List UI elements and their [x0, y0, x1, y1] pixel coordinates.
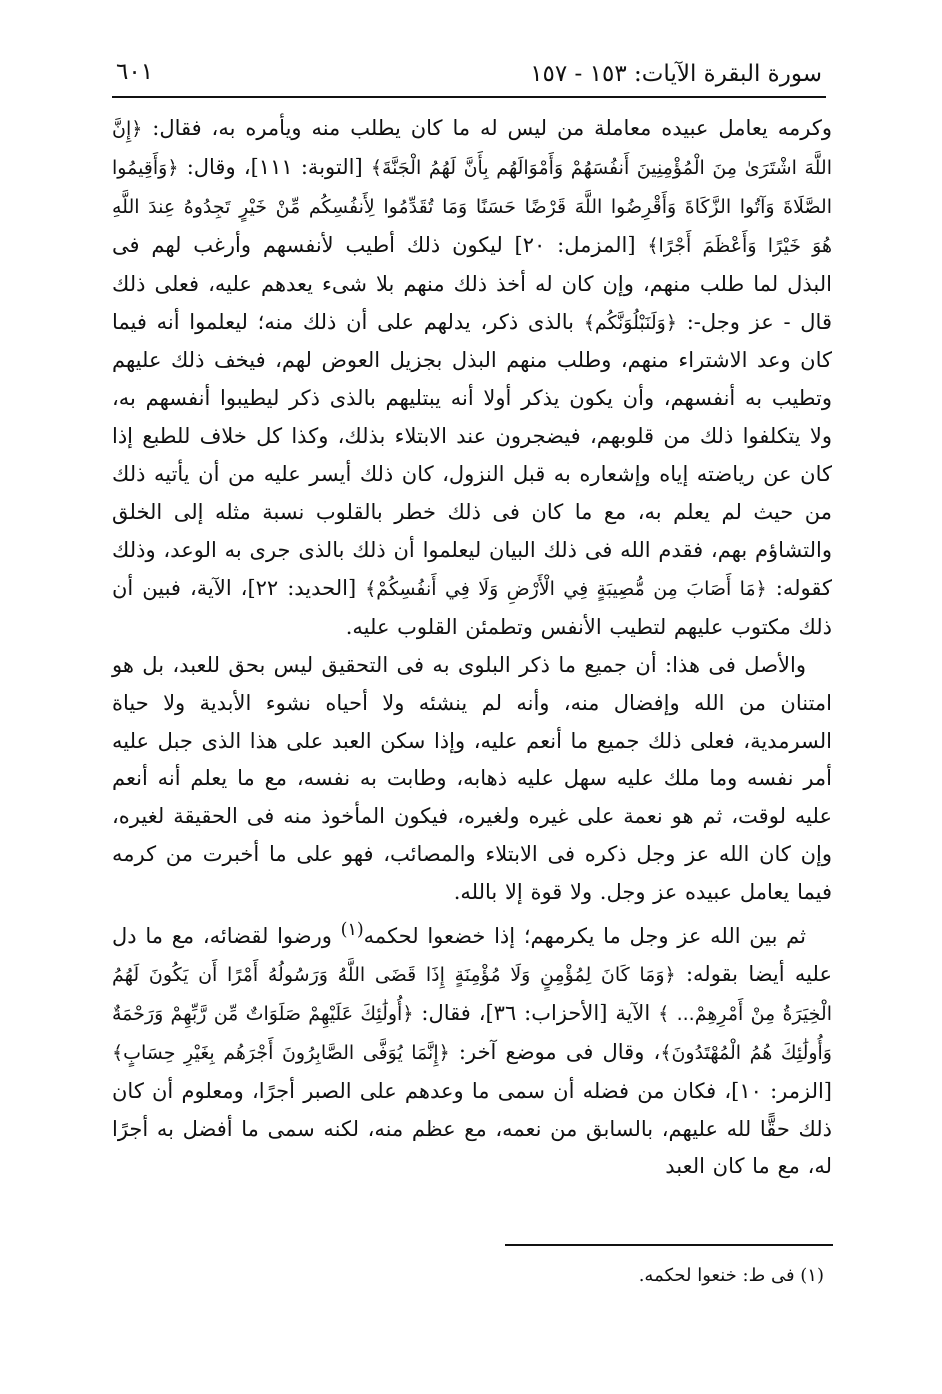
body-text: [112, 110, 832, 1186]
quran-verse: ﴿وَأَقِيمُوا الصَّلَاةَ وَآتُوا الزَّكَاةَ وَأَقْرِضُوا اللَّهَ قَرْضًا حَسَنًا وَمَا تُقَدِّمُوا لِأَنفُسِكُم مِّنْ خَيْرٍ تَجِدُوهُ عِندَ اللَّهِ هُوَ خَيْرًا وَأَعْظَمَ أَجْرًا﴾: [112, 156, 832, 257]
paragraph-2: [112, 647, 832, 912]
text-run: ثم بين الله عز وجل ما يكرمهم؛ إذا خضعوا لحكمه: [363, 924, 806, 949]
footnote-ref: (١): [340, 920, 364, 941]
text-run: بالذى ذكر، يدلهم على أن ذلك منه؛ ليعلموا أنه فيما كان وعد الاشتراء منهم، وطلب منهم البذل بجزيل العوض لهم، فيخف ذلك عليهم وتطيب به أنفسهم، وأن يكون يذكر أولا أنه يبتليهم بالذى ذكر ليطيبوا أنفسهم به، ولا يتكلفوا ذلك من قلوبهم، فيضجرون عند الابتلاء بذلك، وكذا كل خلاف للطبع إذا كان عن رياضته إياه وإشعاره به قبل النزول، كان ذلك أيسر عليه من أن يأتيه ذلك من حيث لم يعلم به، مع ما كان فى ذلك خطر بالقلوب نسبة مثله إلى الخلق والتشاؤم بهم، فقدم الله فى ذلك البيان ليعلموا أن ذلك بالذى جرى به الوعد، وذلك كقوله:: [112, 309, 832, 600]
text-run: [الحديد: ٢٢]، الآية، فبين أن ذلك مكتوب عليهم لتطيب الأنفس وتطمئن القلوب عليه.: [112, 575, 832, 639]
footnote: (١) فى ط: خنعوا لحكمه.: [638, 1265, 824, 1286]
text-run: والأصل فى هذا: أن جميع ما ذكر البلوى به فى التحقيق ليس بحق للعبد، بل هو امتنان من الله وإفضال منه، وأنه لم ينشئه ولا أحياه نشوء الأبدية ولا حياة السرمدية، فعلى ذلك جميع ما أنعم عليه، وإذا سكن العبد على هذا الذى جبل عليه أمر نفسه وما ملك عليه سهل عليه ذهابه، وطابت به نفسه، مع ما يعلم أنه أنعم عليه لوقت، ثم هو نعمة على غيره ولغيره، فيكون المأخوذ منه فى الحقيقة لغيره، وإن كان الله عز وجل ذكره فى الابتلاء والمصائب، فهو على ما أخبرت من كرمه فيما يعامل عبيده عز وجل. ولا قوة إلا بالله.: [112, 652, 832, 905]
quran-verse: ﴿وَلَنَبْلُوَنَّكُم﴾: [583, 311, 677, 334]
quran-verse: ﴿إِنَّمَا يُوَفَّى الصَّابِرُونَ أَجْرَهُم بِغَيْرِ حِسَابٍ﴾: [112, 1041, 450, 1064]
quran-verse: ﴿وَمَا كَانَ لِمُؤْمِنٍ وَلَا مُؤْمِنَةٍ إِذَا قَضَى اللَّهُ وَرَسُولُهُ أَمْرًا أَن يَكُونَ لَهُمُ الْخِيَرَةُ مِنْ أَمْرِهِمْ... ﴾: [112, 963, 832, 1025]
text-run: ، وقال فى موضع آخر:: [449, 1039, 661, 1064]
page-header: [112, 56, 826, 98]
text-run: وكرمه يعامل عبيده معاملة من ليس له ما كان يطلب منه ويأمره به، فقال:: [142, 116, 832, 140]
quran-verse: ﴿أُولَٰئِكَ عَلَيْهِمْ صَلَوَاتٌ مِّن رَّبِّهِمْ وَرَحْمَةٌ وَأُولَٰئِكَ هُمُ الْمُهْتَدُونَ﴾: [112, 1002, 832, 1064]
text-run: [التوبة: ١١١]، وقال:: [178, 154, 371, 179]
paragraph-3: [112, 912, 832, 1186]
text-run: [المزمل: ٢٠] ليكون ذلك أطيب لأنفسهم وأرغب لهم فى البذل لما طلب منهم، وإن كان له أخذ ذلك منهم بلا شىء يعدهم عليه، فعلى ذلك قال - عز وجل-:: [112, 232, 832, 334]
footnote-divider: [505, 1244, 833, 1246]
page-number: ٦٠١: [116, 59, 154, 85]
text-run: الآية [الأحزاب: ٣٦]، فقال:: [413, 1000, 659, 1025]
quran-verse: ﴿إِنَّ اللَّهَ اشْتَرَىٰ مِنَ الْمُؤْمِنِينَ أَنفُسَهُمْ وَأَمْوَالَهُم بِأَنَّ لَهُمُ الْجَنَّةَ﴾: [112, 118, 832, 179]
text-run: ورضوا لقضائه، مع ما دل عليه أيضا بقوله:: [112, 924, 832, 986]
running-title: سورة البقرة الآيات: ١٥٣ - ١٥٧: [530, 61, 822, 87]
paragraph-1: [112, 110, 832, 647]
quran-verse: ﴿مَا أَصَابَ مِن مُّصِيبَةٍ فِي الْأَرْضِ وَلَا فِي أَنفُسِكُمْ﴾: [365, 577, 767, 600]
text-run: [الزمر: ١٠]، فكان من فضله أن سمى ما وعدهم على الصبر أجرًا، ومعلوم أن كان ذلك حقًّا لله عليهم، بالسابق من نعمه، مع عظم منه، لكنه سمى ما أفضل به أجرًا له، مع ما كان العبد: [112, 1078, 832, 1179]
